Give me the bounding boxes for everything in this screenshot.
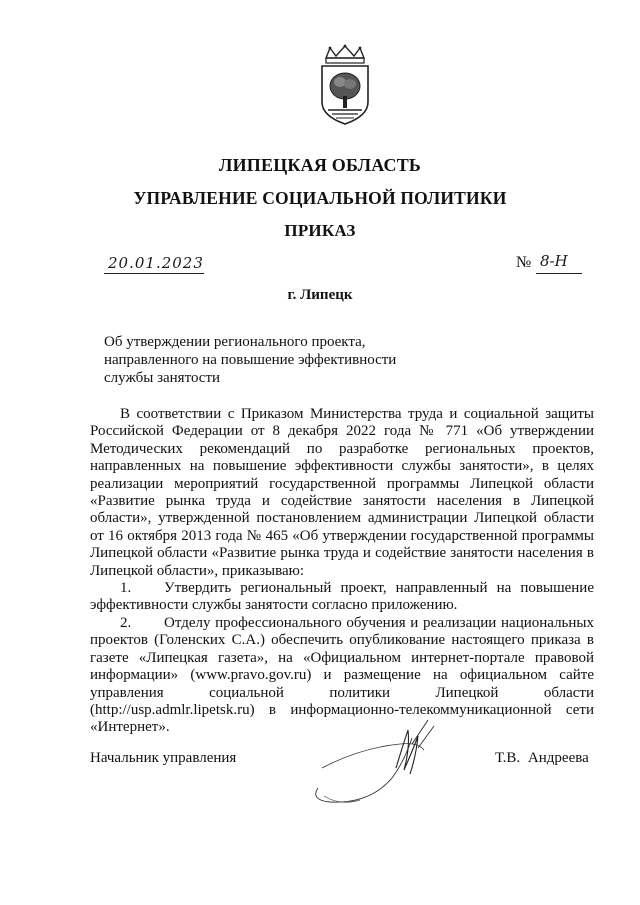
order-number: 8-Н	[540, 252, 568, 270]
handwritten-signature	[300, 708, 450, 818]
item-number: 1.	[120, 580, 132, 597]
item-text: Отделу профессионального обучения и реализации национальных проектов (Голенских С.А.) обеспечить опубликование настоящего приказа в газете «Липецкая газета», на «Официальном интернет-портале правовой информации» (www.pravo.gov.ru) и размещение на официальном сайте управления социальной политики Липецкой области (http://usp.admlr.lipetsk.ru) в информационно-телекоммуникационной сети «Интернет».	[90, 614, 594, 736]
subject-line: службы занятости	[104, 370, 221, 386]
order-item	[90, 580, 594, 615]
signatory-position: Начальник управления	[90, 750, 237, 766]
date-underline	[104, 273, 204, 274]
order-body	[90, 406, 594, 737]
number-underline	[536, 273, 582, 274]
item-text: Утвердить региональный проект, направленный на повышение эффективности службы занятости согласно приложению.	[90, 580, 594, 614]
region-title: ЛИПЕЦКАЯ ОБЛАСТЬ	[218, 155, 422, 175]
item-number: 2.	[120, 614, 132, 631]
city-line: г. Липецк	[287, 287, 353, 303]
signatory-name: Т.В. Андреева	[495, 750, 589, 766]
subject-line: Об утверждении регионального проекта,	[104, 334, 366, 350]
coat-of-arms-emblem	[316, 44, 374, 126]
preamble-paragraph: В соответствии с Приказом Министерства труда и социальной защиты Российской Федерации от 8 декабря 2022 года № 771 «Об утверждении Методических рекомендаций по разработке региональных проектов, направленных на повышение эффективности службы занятости», в целях реализации мероприятий государственной программы Липецкой области «Развитие рынка труда и содействие занятости населения в Липецкой области», утвержденной постановлением администрации Липецкой области от 16 октября 2013 года № 465 «Об утверждении государственной программы Липецкой области «Развитие рынка труда и содействие занятости населения в Липецкой области», приказываю:	[90, 406, 594, 579]
department-title: УПРАВЛЕНИЕ СОЦИАЛЬНОЙ ПОЛИТИКИ	[133, 188, 507, 208]
order-date: 20.01.2023	[108, 254, 204, 272]
document-type-title: ПРИКАЗ	[284, 221, 356, 240]
order-subject	[104, 333, 434, 387]
number-label: №	[516, 254, 532, 271]
subject-line: направленного на повышение эффективности	[104, 352, 397, 368]
